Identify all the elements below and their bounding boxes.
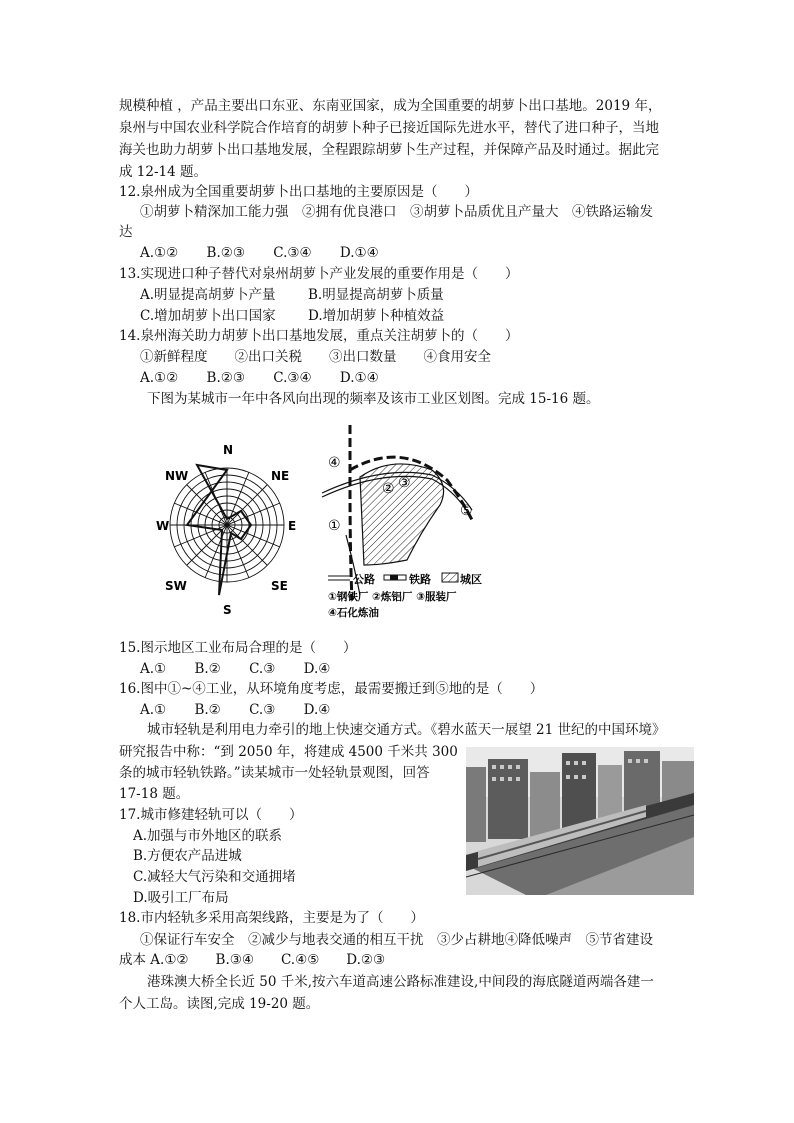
legend-road: 公路 xyxy=(353,573,375,586)
wind-rose-figure xyxy=(156,438,300,618)
railway-line xyxy=(350,425,352,600)
q17-option-b[interactable]: B.方便农产品进城 xyxy=(133,848,242,864)
wind-dir-n: N xyxy=(223,443,234,457)
map-marker-1: ① xyxy=(328,518,341,534)
q18-stem: 18.市内轻轨多采用高架线路，主要是为了（ ） xyxy=(119,910,424,926)
legend-rail: 铁路 xyxy=(409,573,431,586)
q14-items: ①新鲜程度 ②出口关税 ③出口数量 ④食用安全 xyxy=(140,349,491,365)
q17-option-d[interactable]: D.吸引工厂布局 xyxy=(133,890,229,906)
q18-items-cont[interactable]: 成本 A.①② B.③④ C.④⑤ D.②③ xyxy=(119,952,386,968)
q15-option-a[interactable]: A.① xyxy=(140,661,167,677)
wind-dir-w: W xyxy=(156,519,170,533)
figure-intro: 下图为某城市一年中各风向出现的频率及该市工业区划图。完成 15-16 题。 xyxy=(147,391,600,407)
q17-option-c[interactable]: C.减轻大气污染和交通拥堵 xyxy=(133,869,296,885)
map-marker-4: ④ xyxy=(328,455,341,471)
bridge-intro-line-1: 港珠澳大桥全长近 50 千米,按六车道高速公路标准建设,中间段的海底隧道两端各建一 xyxy=(147,974,654,990)
q14-option-c[interactable]: C.③④ xyxy=(273,370,312,386)
q14-options xyxy=(140,368,403,389)
q17-option-a[interactable]: A.加强与市外地区的联系 xyxy=(133,828,283,844)
light-rail-photo xyxy=(466,747,694,895)
q13-option-c[interactable]: C.增加胡萝卜出口国家 xyxy=(140,308,276,324)
rail-intro-line-4: 17-18 题。 xyxy=(119,786,190,802)
map-marker-2: ② xyxy=(382,481,395,497)
q16-option-c[interactable]: C.③ xyxy=(249,702,276,718)
q13-option-b[interactable]: B.明显提高胡萝卜质量 xyxy=(308,287,444,303)
q17-stem: 17.城市修建轻轨可以（ ） xyxy=(119,807,303,823)
rail-intro-line-1: 城市轻轨是利用电力牵引的地上快速交通方式。《碧水蓝天一展望 21 世纪的中国环境》 xyxy=(147,722,666,738)
q16-stem: 16.图中①~④工业，从环境角度考虑，最需要搬迁到⑤地的是（ ） xyxy=(119,681,544,697)
q13-option-a[interactable]: A.明显提高胡萝卜产量 xyxy=(140,287,276,303)
intro-line-4: 成 12-14 题。 xyxy=(119,164,208,180)
q16-option-a[interactable]: A.① xyxy=(140,702,167,718)
wind-dir-sw: SW xyxy=(165,579,187,593)
legend-city: 城区 xyxy=(460,573,482,586)
wind-dir-ne: NE xyxy=(271,469,290,483)
q15-options xyxy=(140,659,354,680)
q12-option-c[interactable]: C.③④ xyxy=(273,245,312,261)
legend-factories-2: ④石化炼油 xyxy=(328,607,379,619)
q16-options xyxy=(140,700,354,721)
q15-option-c[interactable]: C.③ xyxy=(249,661,276,677)
intro-line-3: 海关也助力胡萝卜出口基地发展，全程跟踪胡萝卜生产过程，并保障产品及时通过。据此完 xyxy=(119,142,659,158)
wind-dir-e: E xyxy=(288,519,297,533)
q14-option-b[interactable]: B.②③ xyxy=(206,370,245,386)
q15-option-d[interactable]: D.④ xyxy=(303,661,331,677)
q12-items-cont: 达 xyxy=(119,224,133,240)
q15-stem: 15.图示地区工业布局合理的是（ ） xyxy=(119,640,357,656)
q12-items: ①胡萝卜精深加工能力强 ②拥有优良港口 ③胡萝卜品质优且产量大 ④铁路运输发 xyxy=(140,204,653,220)
bridge-intro-line-2: 个人工岛。读图,完成 19-20 题。 xyxy=(119,996,320,1012)
q16-option-b[interactable]: B.② xyxy=(194,702,221,718)
q16-option-d[interactable]: D.④ xyxy=(303,702,331,718)
q14-stem: 14.泉州海关助力胡萝卜出口基地发展，重点关注胡萝卜的（ ） xyxy=(119,328,519,344)
q12-option-d[interactable]: D.①④ xyxy=(339,245,379,261)
q12-options xyxy=(140,243,403,264)
wind-dir-s: S xyxy=(223,603,232,617)
map-marker-5: ⑤ xyxy=(460,503,473,519)
q12-option-b[interactable]: B.②③ xyxy=(206,245,245,261)
q15-option-b[interactable]: B.② xyxy=(194,661,221,677)
intro-line-1: 规模种植 ，产品主要出口东亚、东南亚国家，成为全国重要的胡萝卜出口基地。2019 年， xyxy=(119,98,662,114)
q14-option-a[interactable]: A.①② xyxy=(140,370,179,386)
map-marker-3: ③ xyxy=(398,475,411,491)
q12-option-a[interactable]: A.①② xyxy=(140,245,179,261)
rail-intro-line-2: 研究报告中称：“到 2050 年，将建成 4500 千米共 300 xyxy=(119,744,458,760)
wind-dir-se: SE xyxy=(271,579,288,593)
intro-line-2: 泉州与中国农业科学院合作培育的胡萝卜种子已接近国际先进水平，替代了进口种子，当地 xyxy=(119,120,659,136)
legend-factories-1: ①钢铁厂 ②炼铝厂 ③服装厂 xyxy=(328,591,457,603)
q13-stem: 13.实现进口种子替代对泉州胡萝卜产业发展的重要作用是（ ） xyxy=(119,266,519,282)
industry-map-figure xyxy=(322,425,502,620)
q18-items: ①保证行车安全 ②减少与地表交通的相互干扰 ③少占耕地④降低噪声 ⑤节省建设 xyxy=(140,932,653,948)
q14-option-d[interactable]: D.①④ xyxy=(339,370,379,386)
q13-option-d[interactable]: D.增加胡萝卜种植效益 xyxy=(308,308,445,324)
rail-intro-line-3: 条的城市轻轨铁路。”读某城市一处轻轨景观图，回答 xyxy=(119,765,430,781)
wind-dir-nw: NW xyxy=(165,469,189,483)
q12-stem: 12.泉州成为全国重要胡萝卜出口基地的主要原因是（ ） xyxy=(119,184,478,200)
